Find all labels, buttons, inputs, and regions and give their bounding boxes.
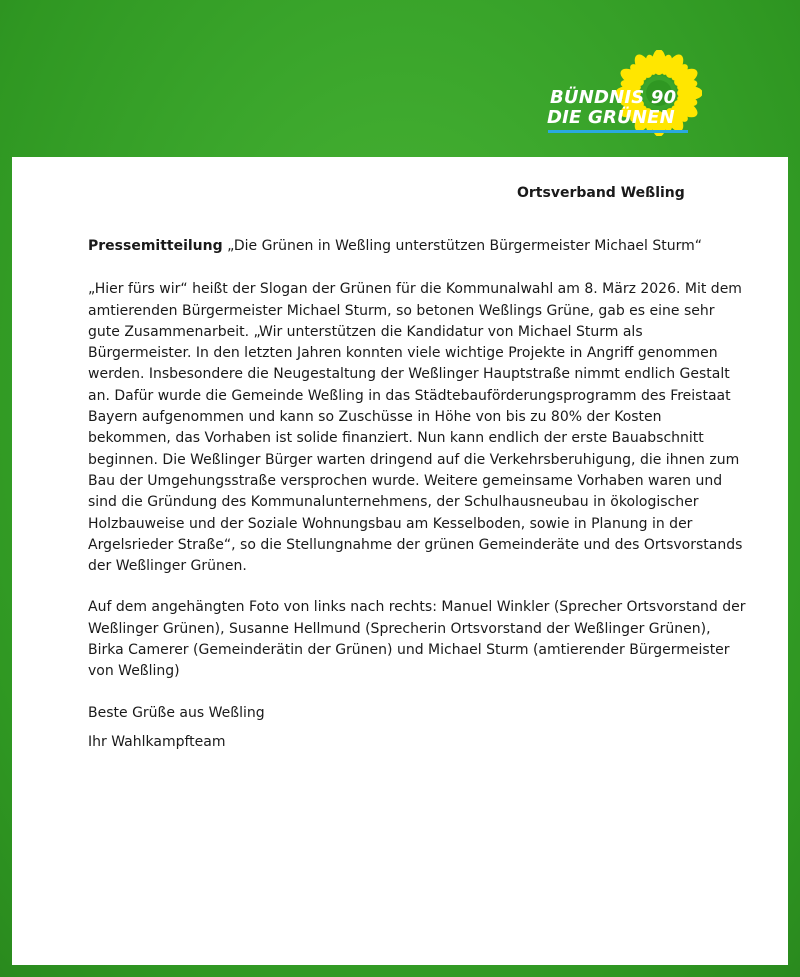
closing-signature: Ihr Wahlkampfteam [88, 733, 226, 750]
letter-sheet [12, 157, 788, 965]
paragraph-photo-caption: Auf dem angehängten Foto von links nach rechts: Manuel Winkler (Sprecher Ortsvorstand der Weßlinger Grünen), Susanne Hellmund (Sprecherin Ortsvorstand der Weßlinger Grünen), Birka Camerer (Gemeinderätin der Grünen) und Michael Sturm (amtierender Bürgermeister von Weßling) [88, 599, 746, 680]
press-release-body [88, 236, 748, 753]
headline-label: Pressemitteilung [88, 238, 223, 254]
headline-text: „Die Grünen in Weßling unterstützen Bürgermeister Michael Sturm“ [222, 238, 703, 254]
paragraph-statement: „Hier fürs wir“ heißt der Slogan der Grünen für die Kommunalwahl am 8. März 2026. Mit dem amtierenden Bürgermeister Michael Sturm, so betonen Weßlings Grüne, gab es eine sehr gute Zusammenarbeit. „Wir unterstützen die Kandidatur von Michael Sturm als Bürgermeister. In den letzten Jahren konnten viele wichtige Projekte in Angriff genommen werden. Insbesondere die Neugestaltung der Weßlinger Hauptstraße nimmt endlich Gestalt an. Dafür wurde die Gemeinde Weßling in das Städtebauförderungsprogramm des Freistaat Bayern aufgenommen und kann so Zuschüsse in Höhe von bis zu 80% der Kosten bekommen, das Vorhaben ist solide finanziert. Nun kann endlich der erste Bauabschnitt beginnen. Die Weßlinger Bürger warten dringend auf die Verkehrsberuhigung, die ihnen zum Bau der Umgehungsstraße versprochen wurde. Weitere gemeinsame Vorhaben waren und sind die Gründung des Kommunalunternehmens, der Schulhausneubau in ökologischer Holzbauweise und der Soziale Wohnungsbau am Kesselboden, sowie in Planung in der Argelsrieder Straße“, so die Stellungnahme der grünen Gemeinderäte und des Ortsvorstands der Weßlinger Grünen. [88, 281, 743, 575]
buendnis-90-die-gruenen-logo [540, 50, 710, 138]
headline [88, 236, 748, 257]
org-name: Ortsverband Weßling [517, 185, 685, 201]
closing-greeting: Beste Grüße aus Weßling [88, 704, 265, 721]
logo-underline [548, 130, 688, 133]
logo-line-1: BÜNDNIS 90 [550, 87, 677, 108]
logo-line-2: DIE GRÜNEN [547, 107, 675, 128]
